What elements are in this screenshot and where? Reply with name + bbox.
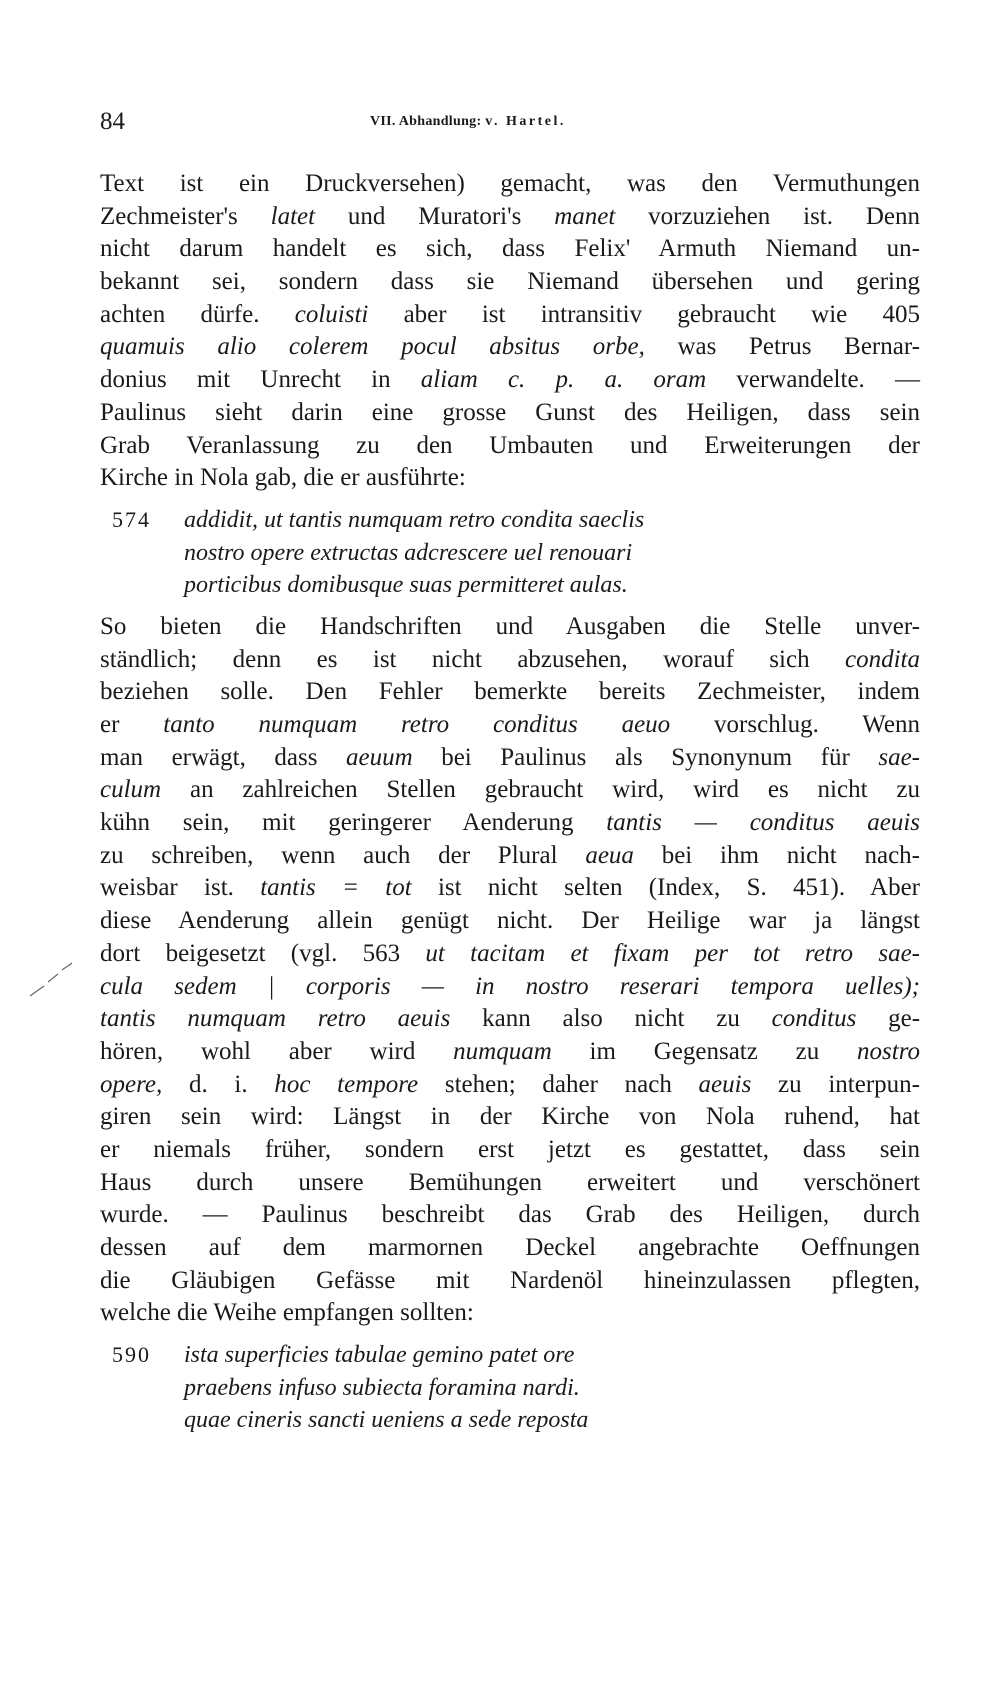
text-line xyxy=(100,1069,920,1102)
text-run: giren sein wird: Längst in der Kirche von Nola ruhend, hat xyxy=(100,1103,920,1131)
latin-quotation: hoc tempore xyxy=(274,1070,419,1098)
latin-quotation: conditus xyxy=(771,1005,857,1033)
text-line xyxy=(100,971,920,1004)
latin-quotation: culum xyxy=(100,776,162,804)
text-line xyxy=(100,905,920,938)
text-run: Zechmeister's xyxy=(100,202,271,230)
text-run: zu interpun- xyxy=(751,1070,920,1098)
page-body xyxy=(100,168,920,1437)
latin-quotation: aeuis xyxy=(698,1070,752,1098)
text-run: Paulinus sieht darin eine grosse Gunst des Heiligen, dass sein xyxy=(100,398,920,426)
page-number: 84 xyxy=(100,108,125,135)
verse-block-590 xyxy=(100,1339,920,1437)
latin-quotation: condita xyxy=(845,645,920,673)
text-line xyxy=(100,840,920,873)
verse-line: ista superficies tabulae gemino patet ore xyxy=(184,1342,575,1369)
text-run: was Petrus Bernar- xyxy=(644,333,920,361)
text-run: bei Paulinus als Synonynum für xyxy=(412,743,879,771)
text-line xyxy=(100,1134,920,1167)
text-run: nicht darum handelt es sich, dass Felix' Armuth Niemand un- xyxy=(100,235,920,263)
margin-pencil-mark xyxy=(28,960,78,1000)
text-run: ge- xyxy=(856,1005,921,1033)
page-header xyxy=(100,108,920,138)
latin-quotation: quamuis alio colerem pocul absitus orbe, xyxy=(100,333,645,361)
text-line xyxy=(100,1036,920,1069)
text-run: achten dürfe. xyxy=(100,300,295,328)
text-run: im Gegensatz zu xyxy=(551,1037,858,1065)
verse-line: nostro opere extructas adcrescere uel renouari xyxy=(184,539,633,566)
text-line xyxy=(100,397,920,430)
text-line xyxy=(100,1265,920,1298)
text-line xyxy=(100,462,920,495)
text-line xyxy=(100,1232,920,1265)
latin-quotation: opere, xyxy=(100,1070,163,1098)
text-run: ist nicht selten (Index, S. 451). Aber xyxy=(411,874,920,902)
text-run: wurde. — Paulinus beschreibt das Grab des Heiligen, durch xyxy=(100,1201,920,1229)
text-line xyxy=(100,364,920,397)
running-head-author: v. Hartel. xyxy=(485,114,566,129)
text-line xyxy=(100,1199,920,1232)
latin-quotation: sae- xyxy=(878,743,920,771)
text-run: kühn sein, mit geringerer Aenderung xyxy=(100,809,607,837)
running-head-section: VII. Abhandlung: xyxy=(370,114,482,129)
text-run: er xyxy=(100,711,164,738)
paragraph-1 xyxy=(100,168,920,495)
latin-quotation: tantis numquam retro aeuis xyxy=(100,1005,451,1033)
text-run: dessen auf dem marmornen Deckel angebrachte Oeffnungen xyxy=(100,1234,920,1261)
text-run: dort beigesetzt (vgl. 563 xyxy=(100,939,426,967)
text-run: die Gläubigen Gefässe mit Nardenöl hineinzulassen pflegten, xyxy=(100,1266,920,1294)
latin-quotation: manet xyxy=(554,202,616,230)
text-run: weisbar ist. xyxy=(100,874,261,902)
text-run: er niemals früher, sondern erst jetzt es gestattet, dass sein xyxy=(100,1135,920,1163)
text-line xyxy=(100,938,920,971)
text-run: man erwägt, dass xyxy=(100,743,346,771)
verse-line: addidit, ut tantis numquam retro condita saeclis xyxy=(184,506,645,533)
text-line xyxy=(100,709,920,742)
text-line xyxy=(100,331,920,364)
latin-quotation: aeuum xyxy=(346,743,413,771)
verse-line: quae cineris sancti ueniens a sede reposta xyxy=(184,1407,589,1434)
latin-quotation: nostro xyxy=(857,1037,920,1065)
text-run: stehen; daher nach xyxy=(418,1070,699,1098)
text-run: Grab Veranlassung zu den Umbauten und Erweiterungen der xyxy=(100,431,920,459)
verse-line: praebens infuso subiecta foramina nardi. xyxy=(184,1374,580,1401)
latin-quotation: tantis — conditus aeuis xyxy=(606,809,920,837)
text-line xyxy=(100,201,920,234)
text-line xyxy=(100,266,920,299)
verse-number: 590 xyxy=(112,1342,151,1368)
text-run: und Muratori's xyxy=(315,202,555,230)
verse-number: 574 xyxy=(112,506,151,532)
text-line xyxy=(100,233,920,266)
text-line xyxy=(100,774,920,807)
text-run: welche die Weihe empfangen sollten: xyxy=(100,1299,474,1327)
text-run: vorschlug. Wenn xyxy=(670,711,920,738)
text-run: kann also nicht zu xyxy=(450,1005,772,1033)
text-run: ständlich; denn es ist nicht abzusehen, worauf sich xyxy=(100,645,845,673)
text-line xyxy=(100,1297,920,1330)
text-run: hören, wohl aber wird xyxy=(100,1037,454,1065)
text-run: an zahlreichen Stellen gebraucht wird, wird es nicht zu xyxy=(161,776,920,804)
verse-block-574 xyxy=(100,504,920,602)
text-line xyxy=(100,676,920,709)
text-line xyxy=(100,742,920,775)
text-line xyxy=(100,872,920,905)
latin-quotation: latet xyxy=(270,202,316,230)
text-run: Text ist ein Druckversehen) gemacht, was den Vermuthungen xyxy=(100,170,920,197)
latin-quotation: tanto numquam retro conditus aeuo xyxy=(163,711,671,738)
text-run: diese Aenderung allein genügt nicht. Der Heilige war ja längst xyxy=(100,907,920,935)
latin-quotation: aeua xyxy=(585,841,634,869)
text-line xyxy=(100,644,920,677)
text-run: vorzuziehen ist. Denn xyxy=(615,202,920,230)
text-line xyxy=(100,807,920,840)
text-line xyxy=(100,1003,920,1036)
text-run: bekannt sei, sondern dass sie Niemand übersehen und gering xyxy=(100,268,920,296)
latin-quotation: numquam xyxy=(453,1037,552,1065)
text-line xyxy=(100,1101,920,1134)
paragraph-2 xyxy=(100,611,920,1330)
latin-quotation: cula sedem | corporis — in nostro reserari tempora uelles); xyxy=(100,972,920,1000)
text-run: aber ist intransitiv gebraucht wie 405 xyxy=(368,300,920,328)
text-run: Haus durch unsere Bemühungen erweitert und verschönert xyxy=(100,1168,920,1196)
latin-quotation: coluisti xyxy=(294,300,369,328)
text-line xyxy=(100,611,920,644)
text-run: Kirche in Nola gab, die er ausführte: xyxy=(100,464,466,492)
text-line xyxy=(100,1167,920,1200)
text-run: zu schreiben, wenn auch der Plural xyxy=(100,841,586,869)
latin-quotation: aliam c. p. a. oram xyxy=(420,366,707,394)
latin-quotation: tantis = tot xyxy=(260,874,412,902)
verse-line: porticibus domibusque suas permitteret aulas. xyxy=(184,572,628,599)
text-run: beziehen solle. Den Fehler bemerkte bereits Zechmeister, indem xyxy=(100,678,920,706)
text-line xyxy=(100,168,920,201)
running-head xyxy=(370,114,566,130)
text-run: donius mit Unrecht in xyxy=(100,366,421,394)
text-line xyxy=(100,430,920,463)
text-line xyxy=(100,299,920,332)
text-run: verwandelte. — xyxy=(706,366,920,394)
latin-quotation: ut tacitam et fixam per tot retro sae- xyxy=(425,939,920,967)
text-run: bei ihm nicht nach- xyxy=(633,841,920,869)
text-run: d. i. xyxy=(162,1070,275,1098)
text-run: So bieten die Handschriften und Ausgaben die Stelle unver- xyxy=(100,612,920,640)
